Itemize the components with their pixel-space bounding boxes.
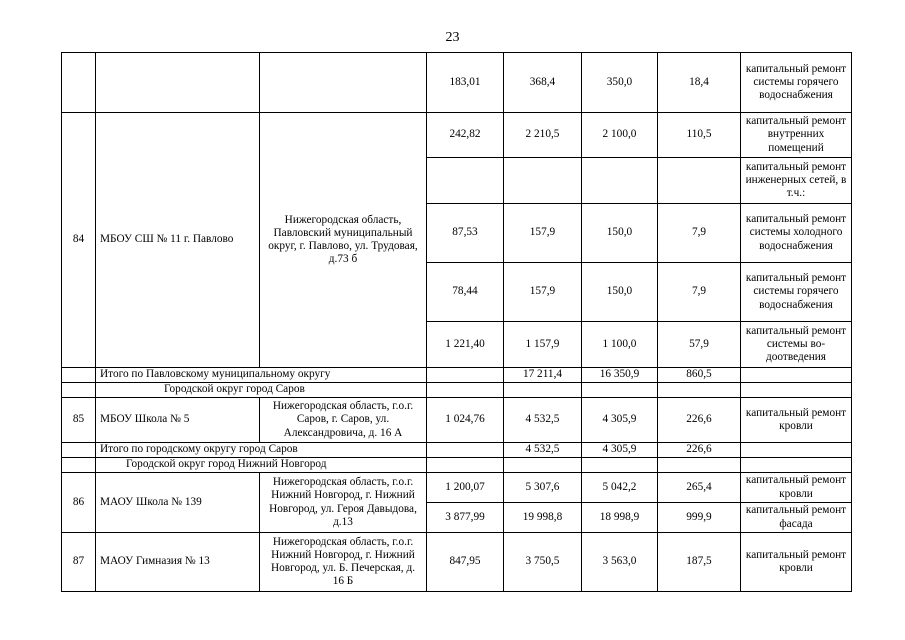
value-cell: 1 100,0	[582, 322, 658, 368]
value-cell: 226,6	[658, 398, 741, 443]
value-cell: 16 350,9	[582, 368, 658, 383]
row-number-cell	[62, 53, 96, 113]
address-cell: Нижегородская область, г.о.г. Нижний Новгород, г. Нижний Новгород, ул. Героя Давыдова, д.13	[260, 473, 427, 533]
value-cell: 7,9	[658, 204, 741, 263]
work-purpose-cell: капитальный ремонт фасада	[741, 503, 852, 533]
value-cell: 3 877,99	[427, 503, 504, 533]
work-purpose-cell: капитальный ремонт системы горячего водоснабжения	[741, 263, 852, 322]
value-cell: 7,9	[658, 263, 741, 322]
address-cell: Нижегородская область, г.о.г. Саров, г. Саров, ул. Александровича, д. 16 А	[260, 398, 427, 443]
value-cell: 4 532,5	[504, 398, 582, 443]
table-row	[62, 398, 852, 443]
row-number-cell	[62, 383, 96, 398]
value-cell: 1 221,40	[427, 322, 504, 368]
value-cell: 183,01	[427, 53, 504, 113]
value-cell	[427, 383, 504, 398]
value-cell: 5 042,2	[582, 473, 658, 503]
value-cell: 150,0	[582, 204, 658, 263]
row-number-cell	[62, 368, 96, 383]
value-cell	[427, 443, 504, 458]
work-purpose-cell: капитальный ремонт системы водоотведения	[741, 322, 852, 368]
work-purpose-cell: капитальный ремонт кровли	[741, 398, 852, 443]
total-row	[62, 443, 852, 458]
value-cell	[504, 383, 582, 398]
work-purpose-cell: капитальный ремонт системы холодного водоснабжения	[741, 204, 852, 263]
value-cell: 187,5	[658, 533, 741, 592]
institution-name-cell: МАОУ Школа № 139	[96, 473, 260, 533]
district-heading: Городской округ город Нижний Новгород	[96, 458, 427, 473]
value-cell: 18 998,9	[582, 503, 658, 533]
work-purpose-cell: капитальный ремонт инженерных сетей, в т.ч.:	[741, 158, 852, 204]
value-cell: 157,9	[504, 204, 582, 263]
row-number-cell	[62, 443, 96, 458]
section-header-row	[62, 383, 852, 398]
value-cell: 150,0	[582, 263, 658, 322]
value-cell: 3 750,5	[504, 533, 582, 592]
value-cell: 110,5	[658, 113, 741, 158]
value-cell	[427, 458, 504, 473]
value-cell: 368,4	[504, 53, 582, 113]
address-cell: Нижегородская область, Павловский муниципальный округ, г. Павлово, ул. Трудовая, д.73 б	[260, 113, 427, 368]
address-cell	[260, 53, 427, 113]
row-number-cell	[62, 458, 96, 473]
table-row	[62, 113, 852, 158]
table-row	[62, 473, 852, 503]
work-purpose-cell	[741, 458, 852, 473]
value-cell: 57,9	[658, 322, 741, 368]
total-row	[62, 368, 852, 383]
institution-name-cell: МБОУ СШ № 11 г. Павлово	[96, 113, 260, 368]
value-cell: 1 157,9	[504, 322, 582, 368]
value-cell: 1 024,76	[427, 398, 504, 443]
value-cell	[658, 158, 741, 204]
section-header-row	[62, 458, 852, 473]
work-purpose-cell: капитальный ремонт системы горячего водоснабжения	[741, 53, 852, 113]
work-purpose-cell: капитальный ремонт кровли	[741, 533, 852, 592]
address-cell: Нижегородская область, г.о.г. Нижний Новгород, г. Нижний Новгород, ул. Б. Печерская, д. 16 Б	[260, 533, 427, 592]
value-cell	[582, 383, 658, 398]
value-cell: 78,44	[427, 263, 504, 322]
value-cell: 1 200,07	[427, 473, 504, 503]
value-cell: 18,4	[658, 53, 741, 113]
value-cell	[582, 158, 658, 204]
total-label: Итого по Павловскому муниципальному округу	[96, 368, 427, 383]
table-row	[62, 533, 852, 592]
value-cell: 999,9	[658, 503, 741, 533]
value-cell	[427, 368, 504, 383]
row-number-cell: 85	[62, 398, 96, 443]
institution-name-cell: МАОУ Гимназия № 13	[96, 533, 260, 592]
value-cell	[504, 458, 582, 473]
value-cell	[427, 158, 504, 204]
value-cell	[504, 158, 582, 204]
work-purpose-cell: капитальный ремонт внутренних помещений	[741, 113, 852, 158]
value-cell	[582, 458, 658, 473]
value-cell: 4 532,5	[504, 443, 582, 458]
value-cell: 2 100,0	[582, 113, 658, 158]
institution-name-cell	[96, 53, 260, 113]
row-number-cell: 87	[62, 533, 96, 592]
value-cell: 3 563,0	[582, 533, 658, 592]
work-purpose-cell	[741, 368, 852, 383]
row-number-cell: 86	[62, 473, 96, 533]
institution-name-cell: МБОУ Школа № 5	[96, 398, 260, 443]
row-number-cell: 84	[62, 113, 96, 368]
value-cell: 17 211,4	[504, 368, 582, 383]
value-cell: 847,95	[427, 533, 504, 592]
value-cell: 860,5	[658, 368, 741, 383]
value-cell: 19 998,8	[504, 503, 582, 533]
value-cell: 4 305,9	[582, 443, 658, 458]
value-cell: 350,0	[582, 53, 658, 113]
district-heading: Городской округ город Саров	[96, 383, 427, 398]
value-cell: 5 307,6	[504, 473, 582, 503]
value-cell: 157,9	[504, 263, 582, 322]
work-purpose-cell	[741, 443, 852, 458]
page-number: 23	[445, 30, 460, 45]
value-cell: 226,6	[658, 443, 741, 458]
value-cell: 4 305,9	[582, 398, 658, 443]
value-cell: 2 210,5	[504, 113, 582, 158]
work-purpose-cell: капитальный ремонт кровли	[741, 473, 852, 503]
value-cell	[658, 383, 741, 398]
value-cell: 242,82	[427, 113, 504, 158]
objects-table	[61, 52, 852, 592]
table-row	[62, 53, 852, 113]
value-cell: 87,53	[427, 204, 504, 263]
value-cell: 265,4	[658, 473, 741, 503]
total-label: Итого по городскому округу город Саров	[96, 443, 427, 458]
work-purpose-cell	[741, 383, 852, 398]
value-cell	[658, 458, 741, 473]
